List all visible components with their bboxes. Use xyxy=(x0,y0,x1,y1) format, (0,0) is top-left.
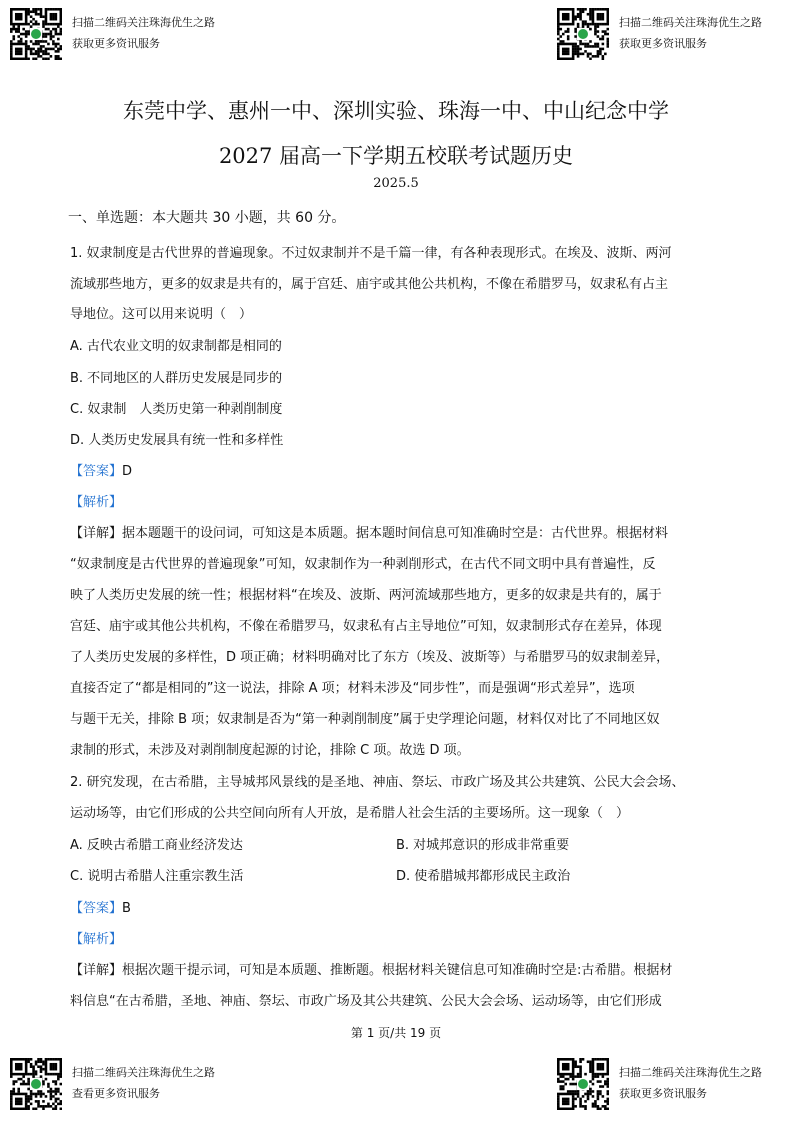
q1-analysis-tag: 【解析】 xyxy=(70,495,123,510)
q2-answer xyxy=(70,897,131,916)
q2-option-c: C. 说明古希腊人注重宗教生活 xyxy=(70,869,244,884)
q2-stem-line: 2. 研究发现，在古希腊，主导城邦风景线的是圣地、神庙、祭坛、市政广场及其公共建筑、公民大会会场、 xyxy=(70,775,685,790)
qr-banner-top-left xyxy=(10,8,215,60)
qr-caption-line2: 获取更多资讯服务 xyxy=(72,37,160,50)
q1-option-b: B. 不同地区的人群历史发展是同步的 xyxy=(70,371,283,386)
q2-analysis-tag: 【解析】 xyxy=(70,932,123,947)
answer-tag: 【答案】 xyxy=(70,464,123,479)
q1-detail-line: 【详解】据本题题干的设问词，可知这是本质题。据本题时间信息可知准确时空是：古代世界。根据材料 xyxy=(70,526,669,541)
qr-code-icon[interactable] xyxy=(10,1058,62,1110)
qr-banner-bottom-right xyxy=(557,1058,762,1110)
qr-banner-top-right xyxy=(557,8,762,60)
qr-code-icon[interactable] xyxy=(557,8,609,60)
detail-tag: 【详解】 xyxy=(70,526,123,541)
q1-detail-line: 直接否定了“都是相同的”这一说法，排除 A 项；材料未涉及“同步性”，而是强调“形式差异”，选项 xyxy=(70,681,635,696)
q1-stem-line: 1. 奴隶制度是古代世界的普遍现象。不过奴隶制并不是千篇一律，有各种表现形式。在埃及、波斯、两河 xyxy=(70,246,672,261)
qr-logo-mark xyxy=(31,29,41,39)
qr-logo-mark xyxy=(31,1079,41,1089)
q1-option-a: A. 古代农业文明的奴隶制都是相同的 xyxy=(70,339,282,354)
qr-caption-line2: 查看更多资讯服务 xyxy=(72,1087,160,1100)
answer-value: B xyxy=(122,901,131,916)
q2-detail-line: 【详解】根据次题干提示词，可知是本质题、推断题。根据材料关键信息可知准确时空是:古希腊。根据材 xyxy=(70,963,673,978)
exam-date: 2025.5 xyxy=(373,176,419,191)
qr-logo-mark xyxy=(578,1079,588,1089)
q1-detail-line: 与题干无关，排除 B 项；奴隶制是否为“第一种剥削制度”属于史学理论问题，材料仅对比了不同地区奴 xyxy=(70,712,660,727)
answer-tag: 【答案】 xyxy=(70,901,123,916)
qr-caption-line1: 扫描二维码关注珠海优生之路 xyxy=(619,16,762,29)
q1-stem-line: 流域那些地方，更多的奴隶是共有的，属于宫廷、庙宇或其他公共机构，不像在希腊罗马，奴隶私有占主 xyxy=(70,277,669,292)
q1-detail-line: 映了人类历史发展的统一性；根据材料“在埃及、波斯、两河流域那些地方，更多的奴隶是共有的，属于 xyxy=(70,588,662,603)
q1-detail-line: 宫廷、庙宇或其他公共机构，不像在希腊罗马，奴隶私有占主导地位”可知，奴隶制形式存在差异，体现 xyxy=(70,619,662,634)
qr-code-icon[interactable] xyxy=(557,1058,609,1110)
exam-title-subject: 2027 届高一下学期五校联考试题历史 xyxy=(218,144,574,168)
q2-stem-line: 运动场等，由它们形成的公共空间向所有人开放，是希腊人社会生活的主要场所。这一现象（ ） xyxy=(70,806,630,821)
q2-option-b: B. 对城邦意识的形成非常重要 xyxy=(396,838,570,853)
q1-detail-line: 隶制的形式，未涉及对剥削制度起源的讨论，排除 C 项。故选 D 项。 xyxy=(70,743,470,758)
exam-title-schools: 东莞中学、惠州一中、深圳实验、珠海一中、中山纪念中学 xyxy=(123,99,669,123)
q1-detail-line: 了人类历史发展的多样性，D 项正确；材料明确对比了东方（埃及、波斯等）与希腊罗马的奴隶制差异， xyxy=(70,650,670,665)
q1-detail-line: “奴隶制度是古代世界的普遍现象”可知，奴隶制作为一种剥削形式，在古代不同文明中具有普遍性，反 xyxy=(70,557,656,572)
q2-option-a: A. 反映古希腊工商业经济发达 xyxy=(70,838,243,853)
answer-value: D xyxy=(122,464,133,479)
qr-caption-line2: 获取更多资讯服务 xyxy=(619,37,707,50)
q1-answer xyxy=(70,460,132,479)
q1-option-c: C. 奴隶制 人类历史第一种剥削制度 xyxy=(70,402,283,417)
qr-logo-mark xyxy=(578,29,588,39)
qr-caption-line1: 扫描二维码关注珠海优生之路 xyxy=(72,16,215,29)
q1-option-d: D. 人类历史发展具有统一性和多样性 xyxy=(70,433,284,448)
qr-caption-line2: 获取更多资讯服务 xyxy=(619,1087,707,1100)
q2-option-d: D. 使希腊城邦都形成民主政治 xyxy=(396,869,571,884)
q1-stem-line: 导地位。这可以用来说明（ ） xyxy=(70,307,253,322)
section-heading: 一、单选题：本大题共 30 小题，共 60 分。 xyxy=(68,210,346,226)
page-footer: 第 1 页/共 19 页 xyxy=(350,1026,442,1040)
qr-caption-line1: 扫描二维码关注珠海优生之路 xyxy=(619,1066,762,1079)
q2-detail-line: 料信息“在古希腊，圣地、神庙、祭坛、市政广场及其公共建筑、公民大会会场、运动场等，由它们形成 xyxy=(70,994,662,1009)
detail-tag: 【详解】 xyxy=(70,963,123,978)
qr-banner-bottom-left xyxy=(10,1058,215,1110)
qr-code-icon[interactable] xyxy=(10,8,62,60)
qr-caption-line1: 扫描二维码关注珠海优生之路 xyxy=(72,1066,215,1079)
